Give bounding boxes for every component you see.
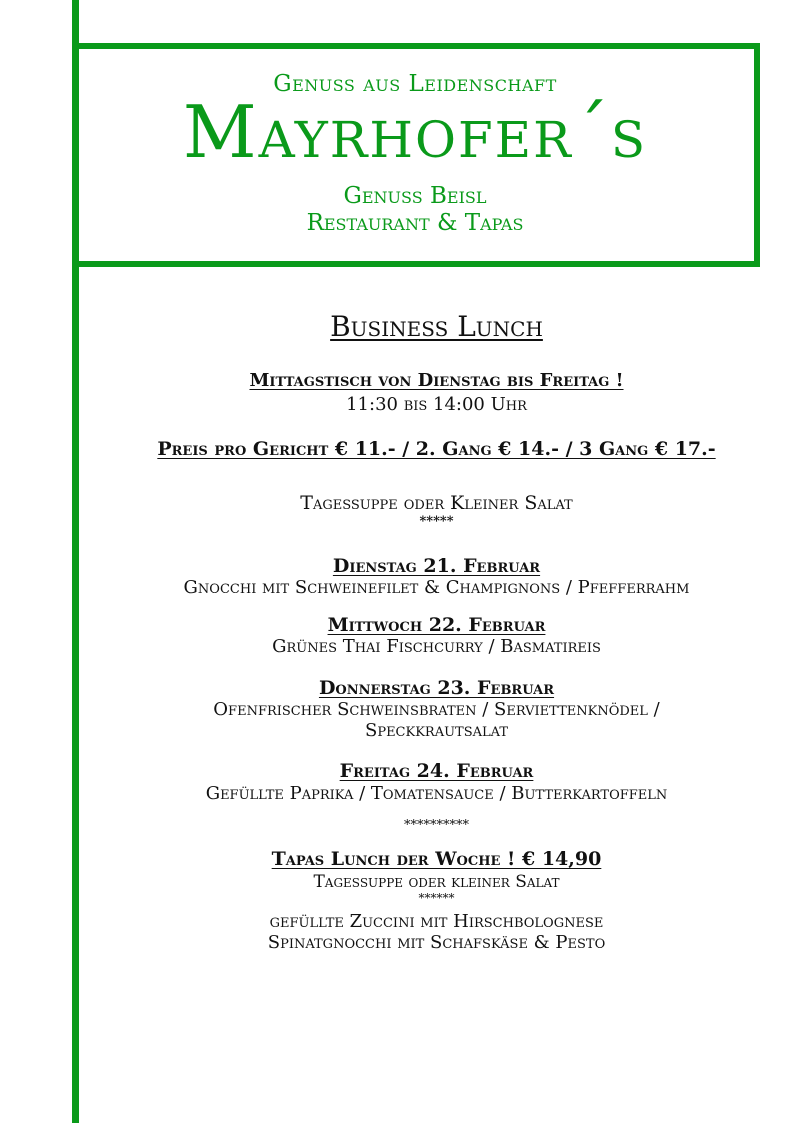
day-date: Freitag 24. Februar (339, 760, 534, 782)
starter-line: Tagessuppe oder Kleiner Salat (300, 492, 573, 514)
tapas-heading: Tapas Lunch der Woche ! € 14,90 (271, 848, 602, 870)
tapas-separator: ****** (418, 891, 455, 905)
subtitle-restaurant: Restaurant & Tapas (306, 210, 524, 236)
subtitle-beisl: Genuss Beisl (343, 183, 487, 209)
tagline: Genuss aus Leidenschaft (273, 71, 557, 97)
brand-name: Mayrhofer´s (182, 90, 648, 174)
day-date: Donnerstag 23. Februar (318, 677, 555, 699)
day-dish: Ofenfrischer Schweinsbraten / Serviettenknödel / (213, 699, 660, 720)
hours-heading: Mittagstisch von Dienstag bis Freitag ! (249, 370, 624, 391)
day-dish: Grünes Thai Fischcurry / Basmatireis (272, 636, 601, 657)
menu-title: Business Lunch (330, 310, 543, 343)
hours-text: 11:30 bis 14:00 Uhr (346, 394, 527, 415)
tapas-starter: Tagessuppe oder kleiner Salat (313, 872, 560, 892)
section-divider: ********** (404, 818, 469, 833)
tapas-dish: Spinatgnocchi mit Schafskäse & Pesto (267, 932, 606, 953)
day-dish-continued: Speckkrautsalat (364, 720, 509, 741)
header-frame (76, 43, 760, 267)
pricing-line: Preis pro Gericht € 11.- / 2. Gang € 14.- / 3 Gang € 17.- (157, 438, 716, 460)
tapas-dish: gefüllte Zuccini mit Hirschbolognese (269, 911, 604, 932)
day-dish: Gnocchi mit Schweinefilet & Champignons / Pfefferrahm (183, 577, 690, 598)
day-date: Mittwoch 22. Februar (327, 614, 546, 636)
day-dish: Gefüllte Paprika / Tomatensauce / Butterkartoffeln (205, 783, 668, 804)
starter-separator: ***** (419, 514, 454, 529)
day-date: Dienstag 21. Februar (332, 555, 541, 577)
